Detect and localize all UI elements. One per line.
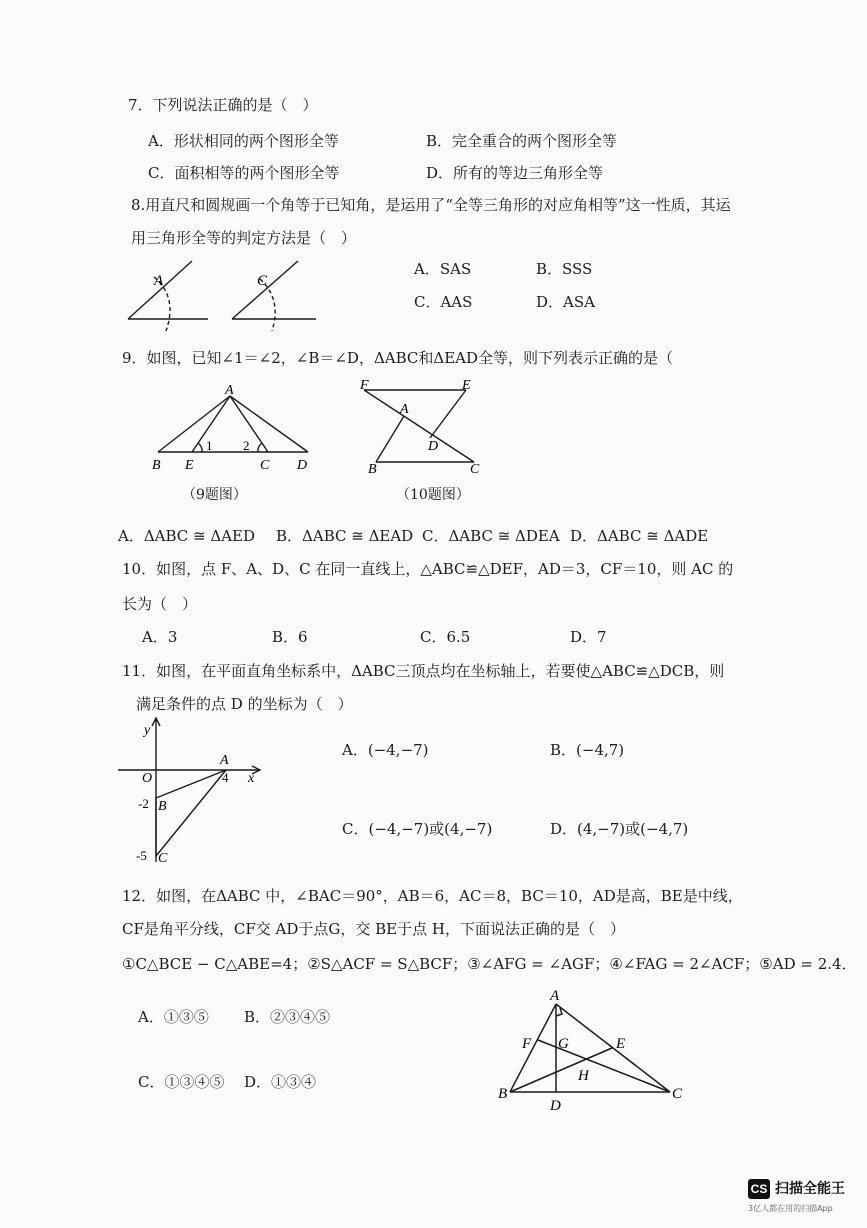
q10-option-b: B．6 <box>272 628 308 646</box>
q12-label-f: F <box>522 1036 532 1052</box>
camscanner-logo-icon: CS <box>748 1179 770 1199</box>
q7-option-a: A．形状相同的两个图形全等 <box>148 132 339 150</box>
q11-label-neg5: -5 <box>136 848 147 863</box>
q11-option-b: B．(−4,7) <box>550 741 625 759</box>
q12-stem-line1: 12．如图，在ΔABC 中，∠BAC＝90°，AB＝6，AC＝8，BC＝10，AD是高，BE是中线， <box>122 887 743 905</box>
q8-option-d: D．ASA <box>536 293 595 311</box>
q9-stem: 9．如图，已知∠1＝∠2，∠B＝∠D，ΔABC和ΔEAD全等，则下列表示正确的是（ <box>122 349 674 367</box>
q11-label-neg2: -2 <box>138 796 149 811</box>
q9-figure <box>140 380 330 476</box>
q12-label-b: B <box>498 1086 508 1102</box>
q10-stem-line2: 长为（ ） <box>122 595 198 613</box>
q12-option-c: C．①③④⑤ <box>138 1073 225 1091</box>
q8-option-a: A．SAS <box>414 260 472 278</box>
q11-option-c: C．(−4,−7)或(4,−7) <box>342 820 493 838</box>
q8-label-a: A <box>154 273 164 289</box>
fig9-caption: （9题图） <box>182 487 247 503</box>
fig10-label-a: A <box>400 402 409 417</box>
q11-stem-line1: 11．如图，在平面直角坐标系中，ΔABC三顶点均在坐标轴上，若要使△ABC≌△DCB，则 <box>122 662 725 680</box>
fig9-label-1: 1 <box>206 438 213 453</box>
fig9-label-2: 2 <box>243 438 250 453</box>
q7-option-b: B．完全重合的两个图形全等 <box>426 132 618 150</box>
q10-figure <box>350 376 490 476</box>
q9-option-d: D．ΔABC ≅ ΔADE <box>570 527 709 545</box>
q11-label-4: 4 <box>222 770 229 785</box>
q11-label-y: y <box>144 723 151 738</box>
q11-label-b: B <box>158 799 167 814</box>
q9-option-a: A．ΔABC ≅ ΔAED <box>118 527 256 545</box>
watermark-app-name: 扫描全能王 <box>775 1181 845 1197</box>
q9-option-b: B．ΔABC ≅ ΔEAD <box>276 527 414 545</box>
q10-option-c: C．6.5 <box>420 628 471 646</box>
fig9-label-e: E <box>185 458 194 473</box>
q12-triangle-figure <box>490 982 690 1114</box>
q8-option-c: C．AAS <box>414 293 473 311</box>
q12-label-h: H <box>578 1068 589 1084</box>
q11-label-x: x <box>248 771 255 786</box>
q11-option-d: D．(4,−7)或(−4,7) <box>550 820 689 838</box>
fig10-label-f: F <box>360 378 369 393</box>
fig9-label-d: D <box>297 458 308 473</box>
q10-option-a: A．3 <box>142 628 178 646</box>
q11-label-c: C <box>158 851 168 866</box>
q12-option-a: A．①③⑤ <box>138 1008 209 1026</box>
q12-label-c: C <box>672 1086 683 1102</box>
fig10-label-d: D <box>428 439 439 454</box>
q8-option-b: B．SSS <box>536 260 593 278</box>
q7-stem: 7．下列说法正确的是（ ） <box>128 96 318 114</box>
q11-coordinate-figure <box>112 712 272 868</box>
fig10-caption: （10题图） <box>396 487 470 503</box>
q12-stem-line2: CF是角平分线，CF交 AD于点G，交 BE于点 H，下面说法正确的是（ ） <box>122 920 625 938</box>
fig10-label-b: B <box>368 462 377 476</box>
q8-stem-line1: 8.用直尺和圆规画一个角等于已知角，是运用了“全等三角形的对应角相等”这一性质，其运 <box>131 196 731 214</box>
q12-label-e: E <box>616 1036 626 1052</box>
q12-label-a: A <box>550 988 560 1004</box>
q12-option-d: D．①③④ <box>244 1073 317 1091</box>
fig9-label-a: A <box>225 383 234 398</box>
q7-option-c: C．面积相等的两个图形全等 <box>148 164 340 182</box>
q11-label-a: A <box>220 753 229 768</box>
q10-stem-line1: 10．如图，点 F、A、D、C 在同一直线上，△ABC≌△DEF，AD＝3，CF＝10，则 AC 的 <box>122 560 734 578</box>
q8-compass-figure <box>120 255 330 335</box>
scanner-watermark <box>748 1179 860 1219</box>
q11-label-o: O <box>142 771 153 786</box>
fig9-label-b: B <box>152 458 161 473</box>
q7-option-d: D．所有的等边三角形全等 <box>426 164 604 182</box>
q12-label-d: D <box>550 1098 561 1114</box>
q12-stem-line3: ①C△BCE − C△ABE=4；②S△ACF = S△BCF；③∠AFG = ∠AGF；④∠FAG = 2∠ACF；⑤AD = 2.4． <box>122 955 857 973</box>
q12-option-b: B．②③④⑤ <box>244 1008 331 1026</box>
q10-option-d: D．7 <box>570 628 607 646</box>
fig10-label-e: E <box>462 378 471 393</box>
fig9-label-c: C <box>260 458 270 473</box>
watermark-tagline: 3亿人都在用的扫描App <box>748 1204 833 1213</box>
q11-stem-line2: 满足条件的点 D 的坐标为（ ） <box>136 695 353 713</box>
q11-option-a: A．(−4,−7) <box>342 741 429 759</box>
q8-stem-line2: 用三角形全等的判定方法是（ ） <box>131 229 357 247</box>
q9-option-c: C．ΔABC ≅ ΔDEA <box>422 527 560 545</box>
q8-label-c: C <box>257 273 268 289</box>
q12-label-g: G <box>558 1036 569 1052</box>
fig10-label-c: C <box>470 462 480 476</box>
